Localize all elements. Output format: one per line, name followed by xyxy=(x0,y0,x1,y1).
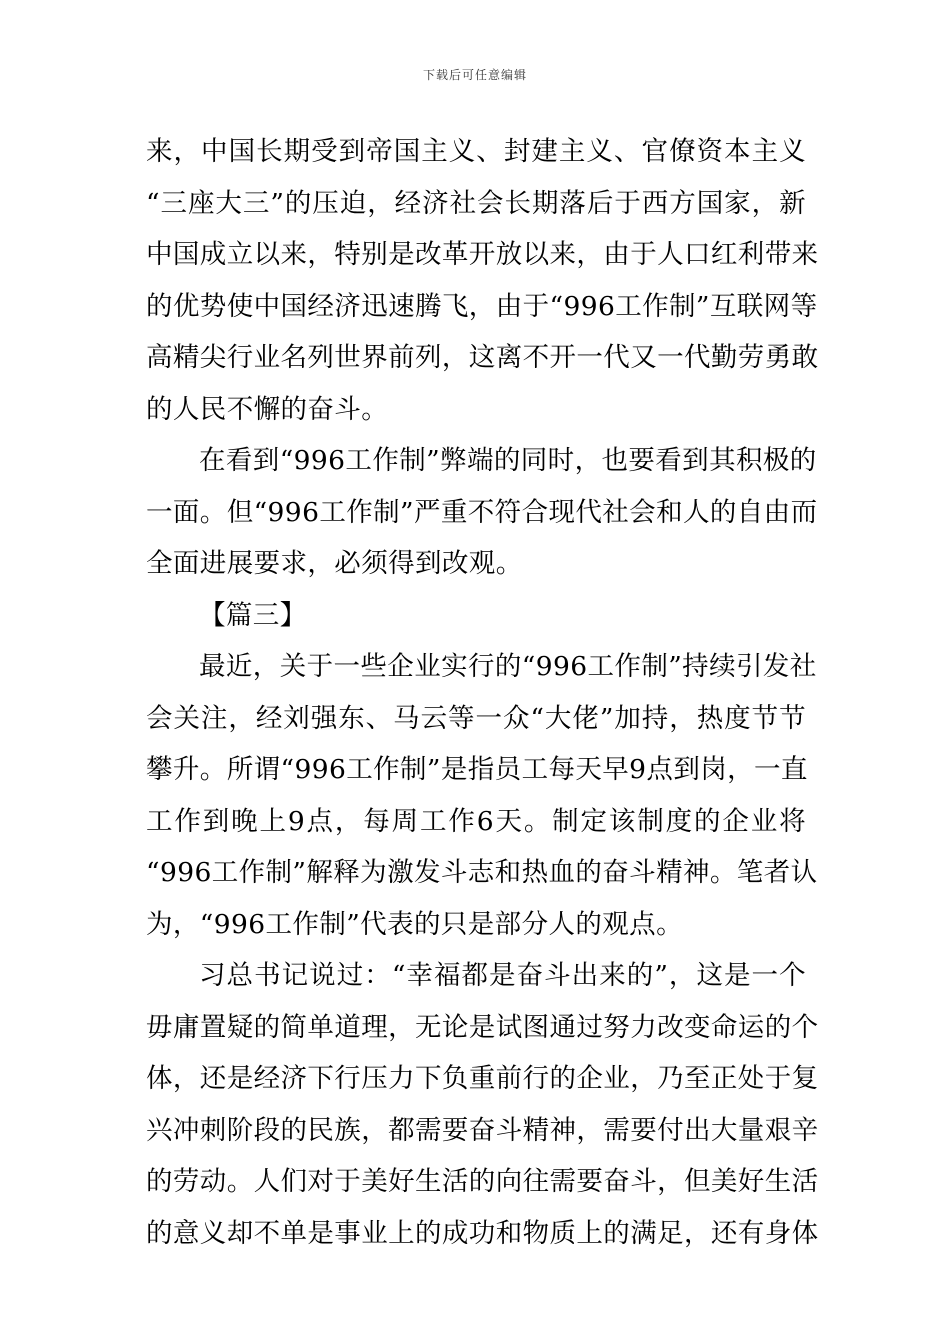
text-line: 工作到晚上9点，每周工作6天。制定该制度的企业将 xyxy=(146,805,806,837)
text-line: “996工作制”解释为激发斗志和热血的奋斗精神。笔者认 xyxy=(146,857,818,888)
text-line: 来，中国长期受到帝国主义、封建主义、官僚资本主义 xyxy=(146,136,806,167)
document-body xyxy=(146,126,819,1259)
text-line: 习总书记说过：“幸福都是奋斗出来的”，这是一个 xyxy=(199,960,806,991)
paragraph xyxy=(146,950,819,1259)
page-header: 下载后可任意编辑 xyxy=(422,68,527,82)
text-line: 为，“996工作制”代表的只是部分人的观点。 xyxy=(146,908,683,940)
text-line: 攀升。所谓“996工作制”是指员工每天早9点到岗，一直 xyxy=(146,754,808,785)
paragraph xyxy=(146,435,818,590)
paragraph xyxy=(146,641,818,950)
text-line: 的劳动。人们对于美好生活的向往需要奋斗，但美好生活 xyxy=(146,1166,819,1197)
text-line: 的优势使中国经济迅速腾飞，由于“996工作制”互联网等 xyxy=(146,290,818,322)
text-line: 全面进展要求，必须得到改观。 xyxy=(146,548,523,579)
text-line: 高精尖行业名列世界前列，这离不开一代又一代勤劳勇敢 xyxy=(146,342,819,373)
text-line: 最近，关于一些企业实行的“996工作制”持续引发社 xyxy=(199,651,817,682)
text-line: 在看到“996工作制”弊端的同时，也要看到其积极的 xyxy=(199,445,817,476)
section-heading: 【篇三】 xyxy=(199,599,307,631)
text-line: 中国成立以来，特别是改革开放以来，由于人口红利带来 xyxy=(146,239,819,270)
text-line: 会关注，经刘强东、马云等一众“大佬”加持，热度节节 xyxy=(146,702,806,734)
text-line: 兴冲刺阶段的民族，都需要奋斗精神，需要付出大量艰辛 xyxy=(146,1114,819,1146)
text-line: “三座大三”的压迫，经济社会长期落后于西方国家，新 xyxy=(146,187,806,219)
text-line: 一面。但“996工作制”严重不符合现代社会和人的自由而 xyxy=(146,496,818,528)
text-line: 的意义却不单是事业上的成功和物质上的满足，还有身体 xyxy=(146,1217,819,1249)
text-line: 的人民不懈的奋斗。 xyxy=(146,393,389,425)
text-line: 毋庸置疑的简单道理，无论是试图通过努力改变命运的个 xyxy=(146,1011,819,1043)
paragraph xyxy=(146,126,819,435)
text-line: 体，还是经济下行压力下负重前行的企业，乃至正处于复 xyxy=(146,1063,819,1094)
